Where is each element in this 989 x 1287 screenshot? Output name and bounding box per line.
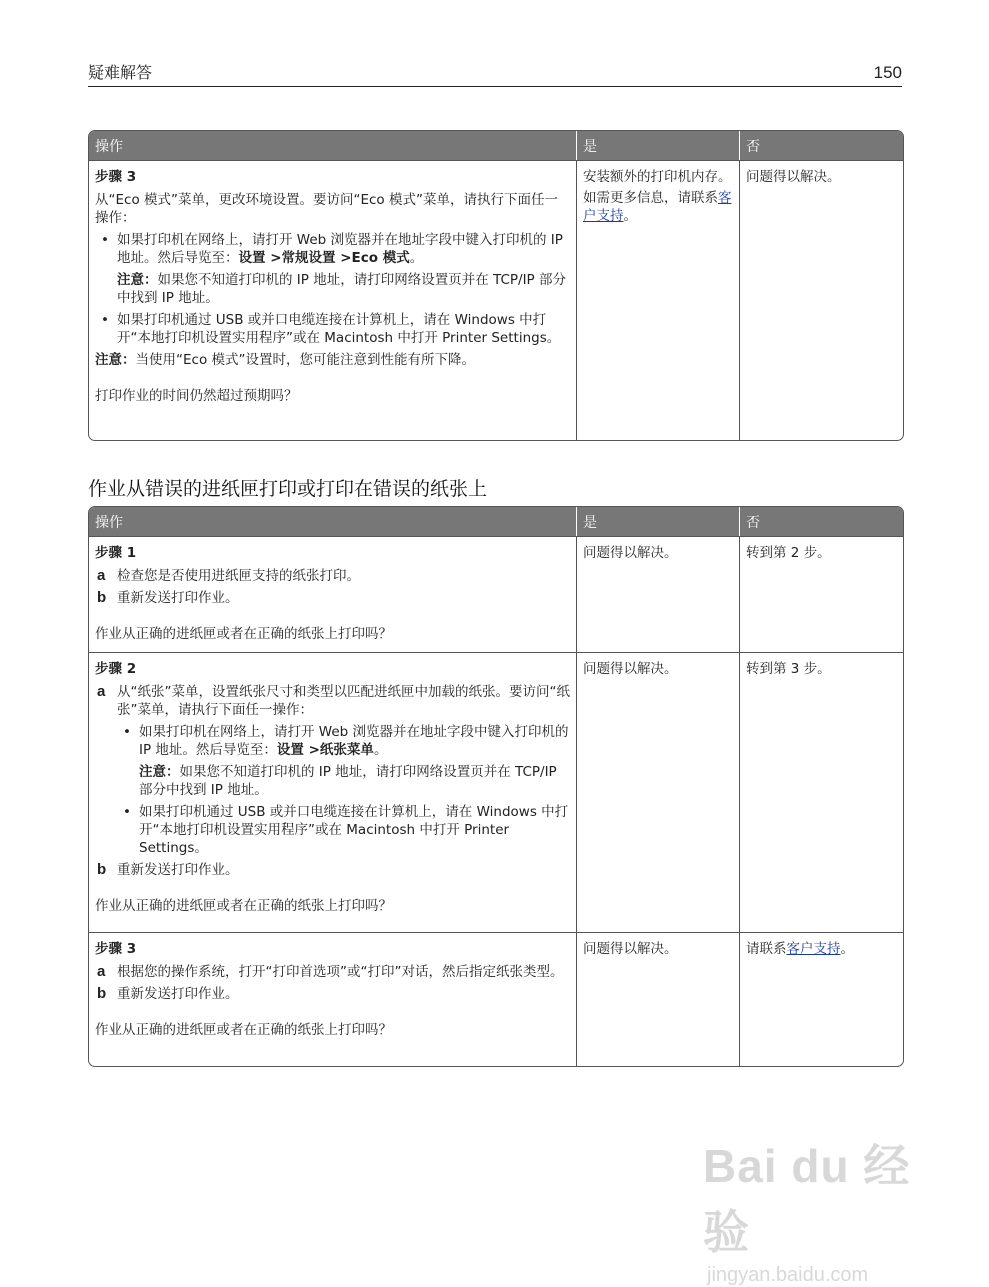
list-text: 根据您的操作系统，打开“打印首选项”或“打印”对话，然后指定纸张类型。: [117, 964, 564, 980]
bullet-text: 如果打印机在网络上，请打开 Web 浏览器并在地址字段中键入打印机的 IP 地址。然后导览至：: [139, 724, 569, 758]
yes-text: 问题得以解决。: [583, 661, 678, 677]
yes-contact-end: 。: [623, 208, 637, 224]
bullet-item: [95, 231, 570, 267]
no-text: 问题得以解决。: [746, 169, 841, 185]
column-header-yes: 是: [577, 507, 740, 536]
note: [95, 271, 570, 307]
yes-cell: [577, 536, 740, 652]
action-cell: [89, 932, 577, 1066]
header-title: 疑难解答: [88, 63, 153, 82]
list-letter: b: [97, 861, 107, 878]
list-letter: a: [97, 683, 106, 700]
yes-text: 安装额外的打印机内存。: [583, 169, 732, 185]
step-label: 步骤 1: [95, 545, 137, 561]
section-title: 作业从错误的进纸匣打印或打印在错误的纸张上: [88, 478, 488, 500]
question-text: 作业从正确的进纸匣或者在正确的纸张上打印吗？: [95, 1022, 392, 1038]
table-row: [89, 652, 903, 932]
no-text: 转到第 3 步。: [746, 661, 831, 677]
bullet-text: 如果打印机在网络上，请打开 Web 浏览器并在地址字段中键入打印机的 IP 地址。然后导览至：: [117, 232, 563, 266]
yes-contact-text: 如需更多信息，请联系: [583, 190, 718, 206]
action-cell: [89, 536, 577, 652]
menu-path: 设置 >纸张菜单: [276, 742, 374, 758]
step-intro: 从“Eco 模式”菜单，更改环境设置。要访问“Eco 模式”菜单，请执行下面任一操作：: [95, 192, 558, 226]
question-text: 打印作业的时间仍然超过预期吗？: [95, 388, 298, 404]
step-label: 步骤 3: [95, 169, 137, 185]
step-label: 步骤 3: [95, 941, 137, 957]
customer-support-link[interactable]: 客户支持: [786, 941, 841, 957]
list-letter: b: [97, 589, 107, 606]
customer-support-link[interactable]: 客户支持: [583, 190, 732, 224]
page-number: 150: [873, 63, 902, 82]
list-text: 从“纸张”菜单，设置纸张尺寸和类型以匹配进纸匣中加载的纸张。要访问“纸张”菜单，请执行下面任一操作：: [117, 684, 570, 718]
no-contact-end: 。: [840, 941, 854, 957]
step-label: 步骤 2: [95, 661, 137, 677]
note-label: 注意：: [117, 272, 158, 288]
list-item-b: [95, 861, 570, 879]
no-cell: [740, 652, 903, 932]
list-item-a: [95, 683, 570, 719]
troubleshoot-table-eco: [88, 130, 904, 441]
list-text: 重新发送打印作业。: [117, 590, 239, 606]
list-item-b: [95, 589, 570, 607]
list-letter: a: [97, 963, 106, 980]
list-text: 重新发送打印作业。: [117, 862, 239, 878]
column-header-yes: 是: [577, 131, 740, 160]
column-header-no: 否: [740, 507, 903, 536]
yes-contact: [583, 189, 733, 225]
no-contact: [746, 940, 897, 958]
watermark-logo: Bai du 经验: [703, 1140, 911, 1258]
question-text: 作业从正确的进纸匣或者在正确的纸张上打印吗？: [95, 626, 392, 642]
column-header-action: 操作: [89, 507, 577, 536]
table-header-row: [89, 507, 903, 536]
note: [117, 763, 570, 799]
action-cell: [89, 652, 577, 932]
yes-cell: [577, 652, 740, 932]
baidu-jingyan-watermark: [703, 1130, 933, 1286]
table-row: [89, 536, 903, 652]
table-row: [89, 160, 903, 440]
list-text: 重新发送打印作业。: [117, 986, 239, 1002]
yes-text: 问题得以解决。: [583, 545, 678, 561]
note-text: 当使用“Eco 模式”设置时，您可能注意到性能有所下降。: [135, 352, 475, 368]
question-text: 作业从正确的进纸匣或者在正确的纸张上打印吗？: [95, 898, 392, 914]
table-header-row: [89, 131, 903, 160]
bullet-end: 。: [373, 742, 388, 758]
list-letter: b: [97, 985, 107, 1002]
yes-text: 问题得以解决。: [583, 941, 678, 957]
list-item-a: [95, 963, 570, 981]
bullet-item: • 如果打印机通过 USB 或并口电缆连接在计算机上，请在 Windows 中打开“本地打印机设置实用程序”或在 Macintosh 中打开 Printer Settings。: [95, 311, 570, 347]
no-cell: [740, 932, 903, 1066]
note-text: 如果您不知道打印机的 IP 地址，请打印网络设置页并在 TCP/IP 部分中找到 IP 地址。: [139, 764, 557, 798]
list-item-b: [95, 985, 570, 1003]
yes-cell: [577, 160, 740, 440]
list-letter: a: [97, 567, 106, 584]
bullet-end: 。: [409, 250, 424, 266]
note-text: 如果您不知道打印机的 IP 地址，请打印网络设置页并在 TCP/IP 部分中找到 IP 地址。: [117, 272, 566, 306]
watermark-url: jingyan.baidu.com: [707, 1264, 869, 1286]
note-label: 注意：: [139, 764, 180, 780]
list-text: 检查您是否使用进纸匣支持的纸张打印。: [117, 568, 360, 584]
list-item-a: [95, 567, 570, 585]
no-cell: [740, 160, 903, 440]
no-contact-text: 请联系: [746, 941, 787, 957]
action-cell: [89, 160, 577, 440]
menu-path: 设置 >常规设置 >Eco 模式: [238, 250, 410, 266]
note-label: 注意：: [95, 352, 136, 368]
table-row: [89, 932, 903, 1066]
page-header: [88, 60, 902, 87]
column-header-no: 否: [740, 131, 903, 160]
no-cell: [740, 536, 903, 652]
bullet-item: [117, 723, 570, 759]
bullet-item: • 如果打印机通过 USB 或并口电缆连接在计算机上，请在 Windows 中打开“本地打印机设置实用程序”或在 Macintosh 中打开 Printer Settings。: [117, 803, 570, 857]
yes-cell: [577, 932, 740, 1066]
sub-list: [95, 723, 570, 857]
note: [95, 351, 570, 369]
no-text: 转到第 2 步。: [746, 545, 831, 561]
troubleshoot-table-wrong-tray: [88, 506, 904, 1067]
column-header-action: 操作: [89, 131, 577, 160]
